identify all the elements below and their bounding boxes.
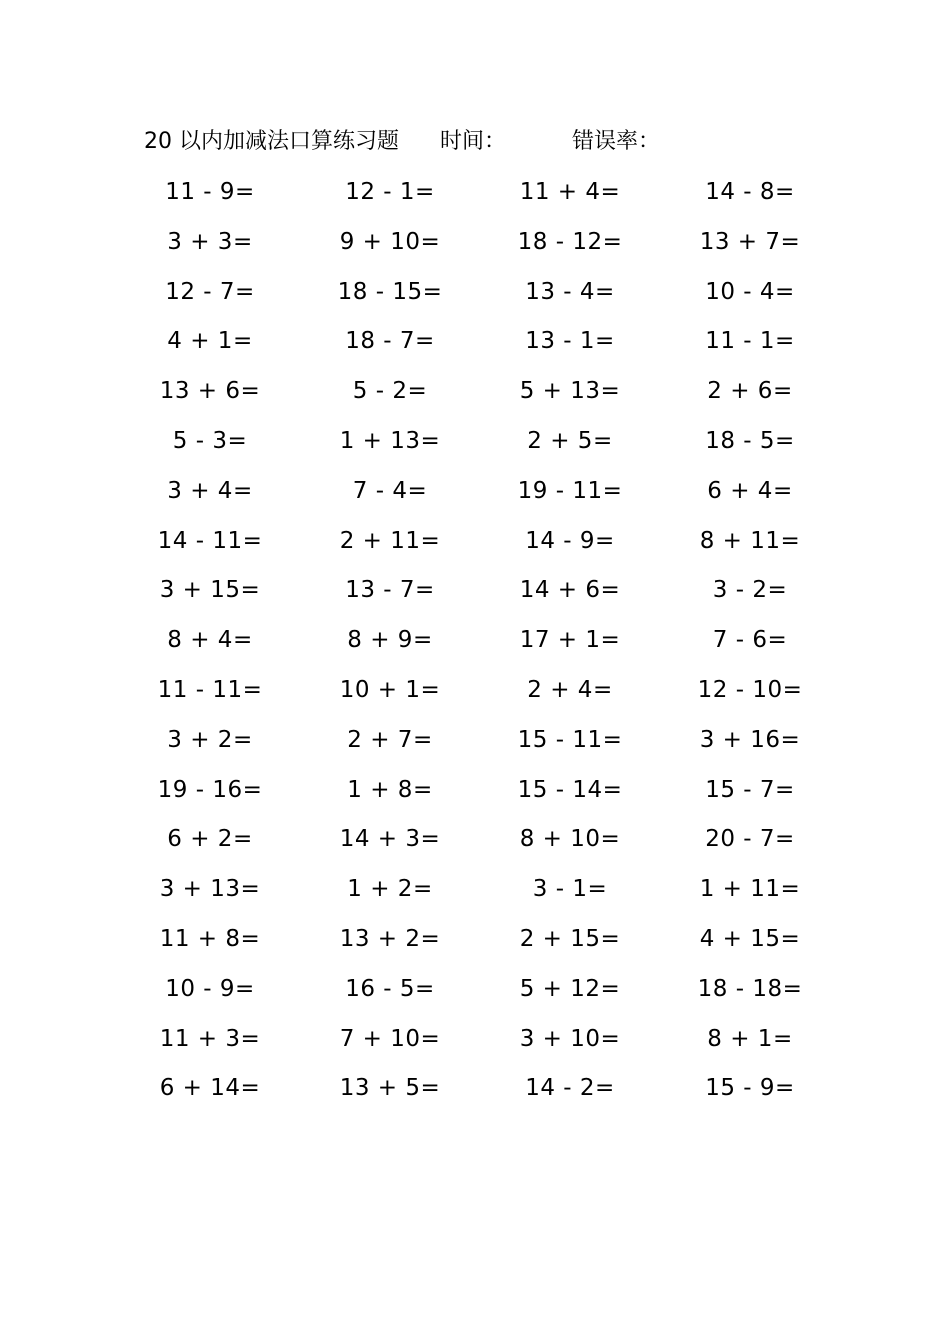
math-problem: 10 - 9= <box>165 975 255 1002</box>
math-problem: 19 - 11= <box>517 477 623 504</box>
math-problem: 14 + 6= <box>519 577 621 604</box>
problem-row <box>120 720 840 770</box>
math-problem: 5 + 12= <box>519 975 621 1002</box>
math-problem: 13 + 7= <box>699 228 801 255</box>
math-problem: 12 - 10= <box>697 676 803 703</box>
math-problem: 11 - 9= <box>165 179 255 205</box>
math-problem: 3 + 13= <box>159 876 261 903</box>
math-problem: 2 + 4= <box>527 676 613 703</box>
math-problem: 13 - 4= <box>525 278 615 305</box>
math-problem: 13 + 2= <box>339 925 441 952</box>
math-problem: 15 - 9= <box>705 1075 795 1102</box>
math-problem: 3 - 1= <box>532 876 608 903</box>
math-problem: 18 - 7= <box>345 328 435 355</box>
math-problem: 10 - 4= <box>705 278 795 305</box>
error-rate-label: 错误率： <box>572 129 661 154</box>
math-problem: 13 - 1= <box>525 328 615 355</box>
math-problem: 3 + 16= <box>699 726 801 753</box>
problem-row <box>120 1068 840 1118</box>
problem-row <box>120 421 840 471</box>
math-problem: 9 + 10= <box>339 228 441 255</box>
math-problem: 12 - 1= <box>345 179 435 205</box>
math-problem: 15 - 7= <box>705 776 795 803</box>
math-problem: 12 - 7= <box>165 278 255 305</box>
problem-row <box>120 521 840 571</box>
math-problem: 5 + 13= <box>519 378 621 405</box>
math-problem: 14 - 9= <box>525 527 615 554</box>
math-problem: 11 - 11= <box>157 676 263 703</box>
math-problem: 8 + 9= <box>347 627 433 654</box>
math-problem: 1 + 2= <box>347 876 433 903</box>
math-problem: 11 - 1= <box>705 328 795 355</box>
math-problem: 5 - 2= <box>352 378 428 405</box>
math-problem: 11 + 8= <box>159 925 261 952</box>
math-problem: 18 - 5= <box>705 427 795 454</box>
math-problem: 19 - 16= <box>157 776 263 803</box>
math-problem: 2 + 11= <box>339 527 441 554</box>
math-problem: 15 - 14= <box>517 776 623 803</box>
math-problem: 6 + 14= <box>159 1075 261 1102</box>
math-problem: 3 + 15= <box>159 577 261 604</box>
math-problem: 2 + 7= <box>347 726 433 753</box>
time-label: 时间： <box>440 129 507 154</box>
problem-row <box>120 222 840 272</box>
math-problem: 8 + 1= <box>707 1025 793 1052</box>
problem-row <box>120 919 840 969</box>
math-problem: 2 + 5= <box>527 427 613 454</box>
problem-row <box>120 670 840 720</box>
math-problem: 15 - 11= <box>517 726 623 753</box>
problem-row <box>120 371 840 421</box>
problem-row <box>120 321 840 371</box>
math-problem: 3 + 2= <box>167 726 253 753</box>
problem-row <box>120 471 840 521</box>
problem-row <box>120 1019 840 1069</box>
math-problem: 3 - 2= <box>712 577 788 604</box>
math-problem: 18 - 18= <box>697 975 803 1002</box>
math-problem: 3 + 3= <box>167 228 253 255</box>
math-problem: 20 - 7= <box>705 826 795 853</box>
problem-row <box>120 570 840 620</box>
problem-row <box>120 272 840 322</box>
math-problem: 14 + 3= <box>339 826 441 853</box>
problem-row <box>120 819 840 869</box>
math-problem: 13 + 5= <box>339 1075 441 1102</box>
math-problem: 8 + 11= <box>699 527 801 554</box>
problem-row <box>120 869 840 919</box>
problem-row <box>120 969 840 1019</box>
worksheet-title: 20 以内加减法口算练习题 <box>144 129 399 154</box>
math-problem: 11 + 3= <box>159 1025 261 1052</box>
math-problem: 18 - 15= <box>337 278 443 305</box>
math-problem: 3 + 10= <box>519 1025 621 1052</box>
math-problem: 14 - 2= <box>525 1075 615 1102</box>
math-problem: 7 - 6= <box>712 627 788 654</box>
math-problem: 6 + 2= <box>167 826 253 853</box>
problem-grid <box>120 172 840 1118</box>
math-problem: 13 + 6= <box>159 378 261 405</box>
math-problem: 17 + 1= <box>519 627 621 654</box>
math-problem: 7 + 10= <box>339 1025 441 1052</box>
math-problem: 6 + 4= <box>707 477 793 504</box>
math-problem: 1 + 8= <box>347 776 433 803</box>
math-problem: 14 - 11= <box>157 527 263 554</box>
math-problem: 4 + 1= <box>167 328 253 355</box>
math-problem: 8 + 10= <box>519 826 621 853</box>
math-problem: 4 + 15= <box>699 925 801 952</box>
math-problem: 11 + 4= <box>519 179 621 205</box>
math-problem: 14 - 8= <box>705 179 795 205</box>
math-problem: 3 + 4= <box>167 477 253 504</box>
math-problem: 1 + 11= <box>699 876 801 903</box>
math-problem: 10 + 1= <box>339 676 441 703</box>
math-problem: 8 + 4= <box>167 627 253 654</box>
math-problem: 5 - 3= <box>172 427 248 454</box>
problem-row <box>120 770 840 820</box>
math-problem: 2 + 15= <box>519 925 621 952</box>
math-problem: 2 + 6= <box>707 378 793 405</box>
problem-row <box>120 172 840 222</box>
math-problem: 13 - 7= <box>345 577 435 604</box>
math-problem: 18 - 12= <box>517 228 623 255</box>
math-problem: 7 - 4= <box>352 477 428 504</box>
math-problem: 16 - 5= <box>345 975 435 1002</box>
problem-row <box>120 620 840 670</box>
math-problem: 1 + 13= <box>339 427 441 454</box>
